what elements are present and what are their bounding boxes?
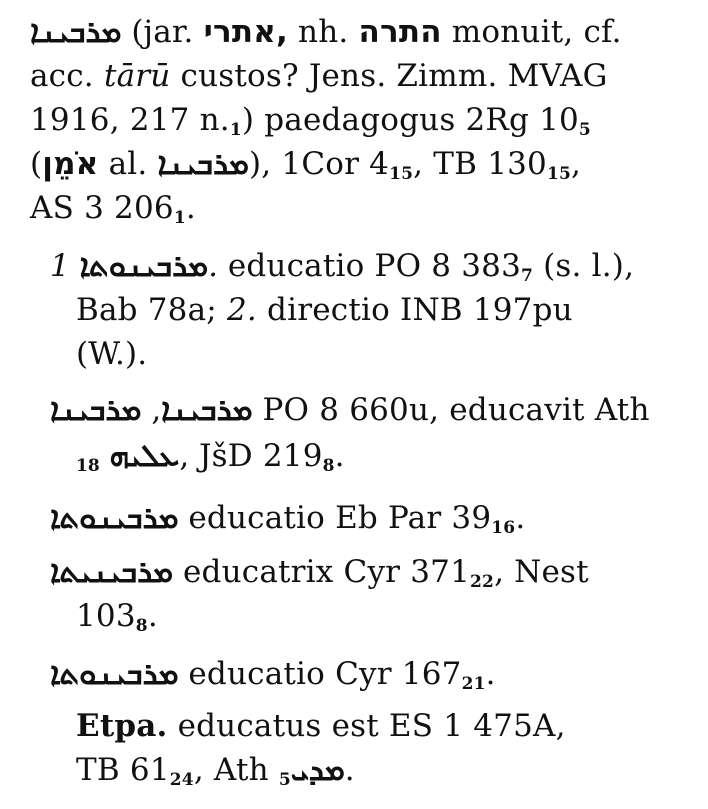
subscript: 5: [278, 770, 291, 790]
sense-number: 2.: [227, 292, 257, 328]
text: (jar.: [131, 14, 194, 50]
text: ,: [151, 392, 162, 428]
subscript: 16: [491, 518, 516, 538]
headword: ܡܪܒܝܢܘܬܐ: [79, 248, 209, 284]
syriac-text: ܥܠܝܗ: [109, 438, 180, 474]
headword: ܡܪܒܝܢܝܬܐ: [50, 554, 174, 590]
headword: ܡܪܒܝܢܐ: [161, 392, 253, 428]
headword: ܡܪܒܝܢܐ: [30, 14, 122, 50]
entry-1-line-5: [30, 190, 196, 236]
entry-4-line-1: [50, 500, 525, 546]
text: .: [334, 438, 345, 474]
entry-5-line-2: [76, 598, 158, 644]
hebrew-text: אתרי,: [203, 14, 288, 50]
text: , Ath: [193, 752, 269, 788]
text: .: [147, 598, 158, 634]
entry-2-line-3: [76, 336, 147, 372]
entry-1-line-2: [30, 58, 608, 94]
text: .: [515, 500, 526, 536]
text: educatrix Cyr 371: [183, 554, 471, 590]
headword: ܡܪܒܝܢܐ: [50, 392, 142, 428]
text: 103: [76, 598, 136, 634]
text: ) paedagogus 2Rg 10: [241, 102, 579, 138]
text: 1916, 217 n.: [30, 102, 230, 138]
text: al.: [108, 146, 148, 182]
subscript: 8: [322, 456, 335, 476]
subscript: 21: [461, 674, 486, 694]
subscript: 1: [229, 120, 242, 140]
subscript: 5: [578, 120, 591, 140]
text: ,: [571, 146, 582, 182]
text: (: [30, 146, 43, 182]
text: custos? Jens. Zimm. MVAG: [180, 58, 608, 94]
text: monuit, cf.: [451, 14, 622, 50]
entry-7-line-1: [76, 708, 566, 744]
entry-2-line-1: [50, 248, 634, 294]
text: educatio Eb Par 39: [188, 500, 492, 536]
subscript: 8: [135, 616, 148, 636]
subscript: 15: [546, 164, 572, 184]
text: .: [185, 190, 196, 226]
subscript: 18: [76, 456, 100, 476]
entry-7-line-2: [76, 752, 355, 798]
text: Bab 78a;: [76, 292, 217, 328]
text: educatio Cyr 167: [188, 656, 462, 692]
text: TB 61: [76, 752, 170, 788]
entry-3-line-2: [76, 438, 345, 484]
akkadian-word: tārū: [103, 58, 171, 94]
entry-5-line-1: [50, 554, 589, 600]
text: ), 1Cor 4: [248, 146, 390, 182]
entry-3-line-1: [50, 392, 650, 428]
entry-1-line-3: [30, 102, 591, 148]
subscript: 15: [389, 164, 414, 184]
subscript: 1: [173, 208, 186, 228]
text: educatus est ES 1 475A,: [177, 708, 566, 744]
entry-6-line-1: [50, 656, 496, 702]
syriac-text: ܡܕܝ: [290, 752, 345, 788]
text: (W.).: [76, 336, 148, 372]
text: , JšD 219: [179, 438, 323, 474]
text: (s. l.),: [543, 248, 635, 284]
sense-number: 1.: [50, 248, 218, 284]
text: directio INB 197pu: [267, 292, 573, 328]
hebrew-text: אֹמֵן: [42, 146, 99, 182]
stem-label: Etpa.: [76, 708, 168, 744]
text: , TB 130: [413, 146, 547, 182]
subscript: 7: [521, 266, 534, 286]
entry-1-line-1: [30, 14, 622, 50]
subscript: 22: [470, 572, 495, 592]
entry-1-line-4: [30, 146, 581, 192]
hebrew-text: התרה: [358, 14, 442, 50]
text: AS 3 206: [30, 190, 174, 226]
text: acc.: [30, 58, 94, 94]
headword: ܡܪܒܝܢܘܬܐ: [50, 656, 179, 692]
syriac-text: ܡܪܒܝܢܐ: [157, 146, 249, 182]
subscript: 24: [169, 770, 194, 790]
text: educatio PO 8 383: [227, 248, 522, 284]
text: .: [485, 656, 496, 692]
text: , Nest: [494, 554, 589, 590]
entry-2-line-2: [76, 292, 573, 328]
headword: ܡܪܒܝܢܘܬܐ: [50, 500, 179, 536]
text: nh.: [298, 14, 349, 50]
text: PO 8 660u, educavit Ath: [262, 392, 650, 428]
text: .: [344, 752, 355, 788]
